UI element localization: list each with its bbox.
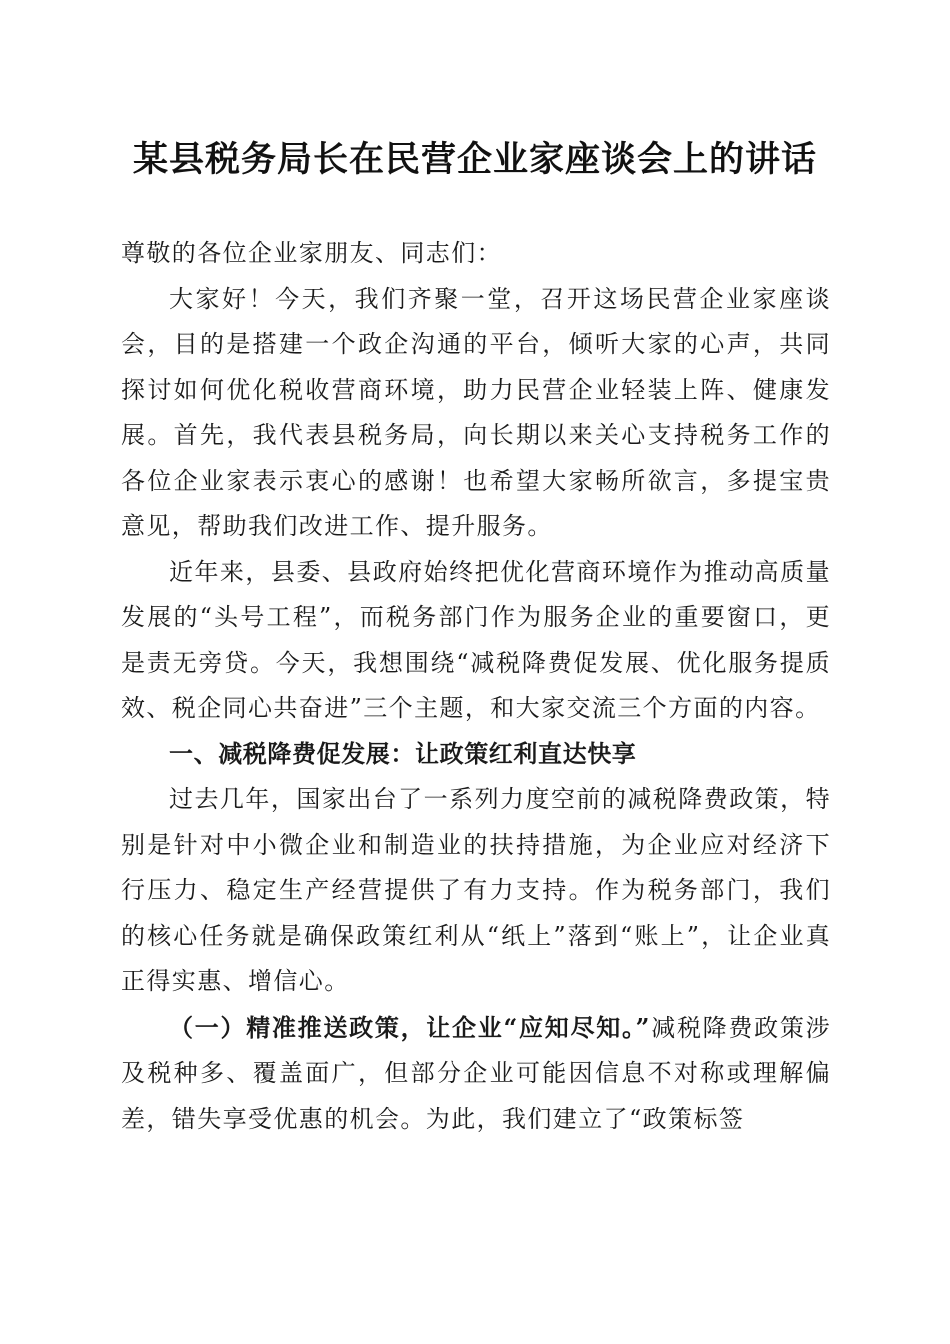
document-body [121,231,831,1142]
paragraph-opening: 大家好！今天，我们齐聚一堂，召开这场民营企业家座谈会，目的是搭建一个政企沟通的平台，倾听大家的心声，共同探讨如何优化税收营商环境，助力民营企业轻装上阵、健康发展。首先，我代表县税务局，向长期以来关心支持税务工作的各位企业家表示衷心的感谢！也希望大家畅所欲言，多提宝贵意见，帮助我们改进工作、提升服务。 [121,284,831,540]
paragraph-subsection [121,1005,831,1143]
subsection-heading: （一）精准推送政策，让企业“应知尽知。” [169,1012,651,1042]
document-title: 某县税务局长在民营企业家座谈会上的讲话 [132,139,817,180]
section-heading: 一、减税降费促发展：让政策红利直达快享 [169,739,637,768]
paragraph-themes: 近年来，县委、县政府始终把优化营商环境作为推动高质量发展的“头号工程”，而税务部门作为服务企业的重要窗口，更是责无旁贷。今天，我想围绕“减税降费促发展、优化服务提质效、税企同心共奋进”三个主题，和大家交流三个方面的内容。 [121,557,831,722]
salutation: 尊敬的各位企业家朋友、同志们： [121,239,502,267]
subsection-text: 减税降费政策涉及税种多、覆盖面广，但部分企业可能因信息不对称或理解偏差，错失享受优惠的机会。为此，我们建立了“政策标签 [121,1013,831,1133]
paragraph-section-intro: 过去几年，国家出台了一系列力度空前的减税降费政策，特别是针对中小微企业和制造业的扶持措施，为企业应对经济下行压力、稳定生产经营提供了有力支持。作为税务部门，我们的核心任务就是确保政策红利从“纸上”落到“账上”，让企业真正得实惠、增信心。 [121,785,831,995]
